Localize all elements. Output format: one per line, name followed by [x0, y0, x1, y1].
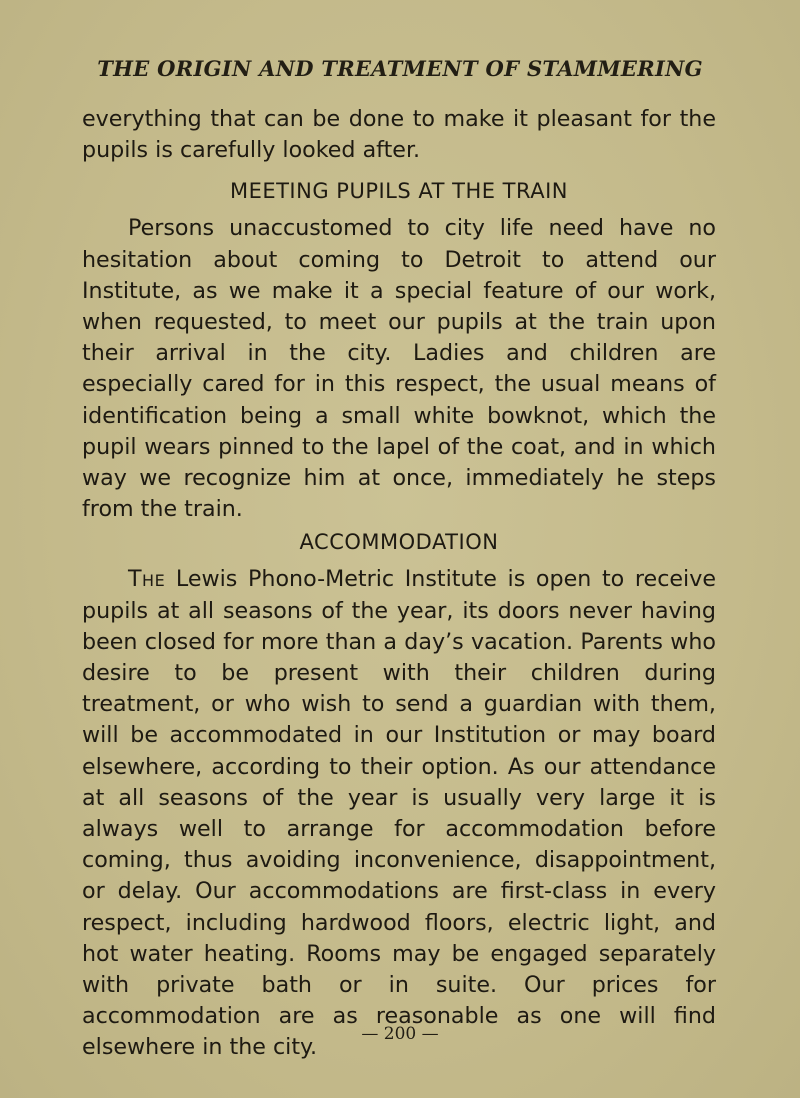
intro-paragraph: everything that can be done to make it pleasant for the pupils is carefully looked after. [82, 106, 716, 164]
running-head: THE ORIGIN AND TREATMENT OF STAMMERING [97, 56, 703, 81]
lead-word: The [128, 566, 166, 593]
page-number: — 200 — [361, 1024, 439, 1044]
section-heading-meeting-pupils: MEETING PUPILS AT THE TRAIN [229, 179, 569, 204]
page-content [82, 104, 716, 1064]
paragraph-meeting-pupils: Persons unaccustomed to city life need have no hesitation about coming to Detroit to attend our Institute, as we make it a special feature of our work, when requested, to meet our pupils at the train upon their arrival in the city. Ladies and children are especially cared for in this respect, the usual means of identification being a small white bowknot, which the pupil wears pinned to the lapel of the coat, and in which way we recognize him at once, immediately he steps from the train. [82, 215, 716, 523]
section-heading-accommodation: ACCOMMODATION [299, 530, 499, 555]
paragraph-accommodation [82, 564, 716, 1063]
paragraph-accommodation-text: Lewis Phono-Metric Institute is open to receive pupils at all seasons of the year, its doors never having been closed for more than a day’s vacation. Parents who desire to be present with their children during treatment, or who wish to send a guardian with them, will be accommodated in our Institution or may board elsewhere, according to their option. As our attendance at all seasons of the year is usually very large it is always well to arrange for accommodation before coming, thus avoiding inconvenience, disappointment, or delay. Our accommodations are first-class in every respect, including hardwood floors, electric light, and hot water heating. Rooms may be engaged separately with private bath or in suite. Our prices for accommodation are as reasonable as one will find elsewhere in the city. [82, 566, 716, 1061]
